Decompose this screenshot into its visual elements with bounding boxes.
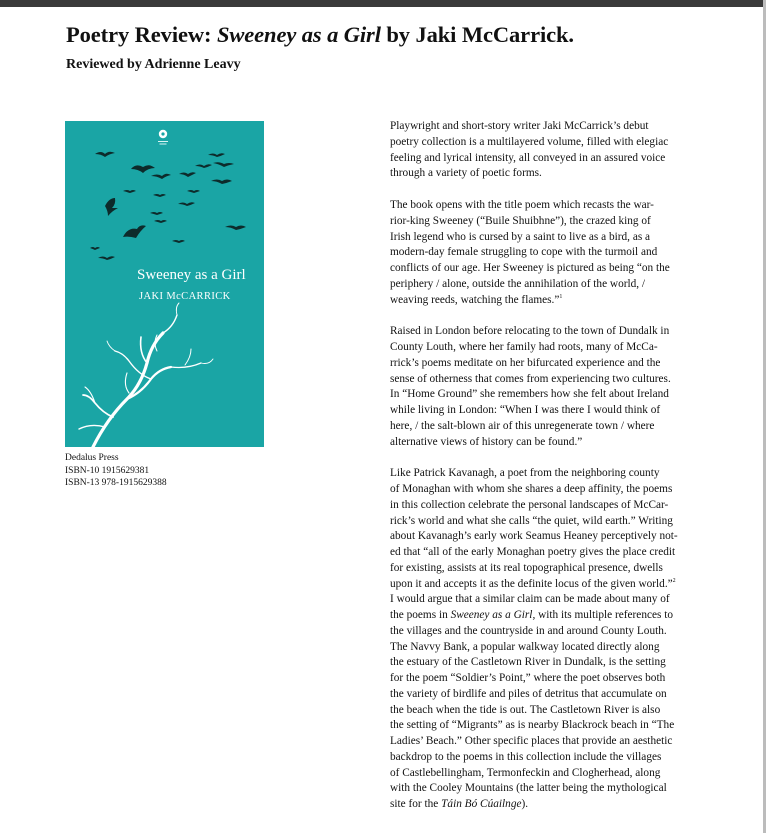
text-line: for the poem “Soldier’s Point,” where the poet observes both: [390, 672, 666, 684]
text-line: while living in London: “When I was there I would think of: [390, 404, 661, 416]
text-line: for existing, assists at its real topographical presence, dwells: [390, 561, 663, 574]
paragraph-3: [390, 324, 724, 450]
article-title: [66, 22, 574, 48]
paragraph-1: [390, 119, 724, 182]
paragraph-4: [390, 466, 724, 813]
cover-author: JAKI McCARRICK: [139, 291, 231, 302]
text-line: ed that “all of the early Monaghan poetry gives the place credit: [390, 546, 676, 558]
text-run: ).: [521, 798, 529, 810]
text-line: backdrop to the poems in this collection include the villages: [390, 750, 662, 763]
text-line: poetry collection is a multilayered volume, filled with elegiac: [390, 135, 669, 148]
title-prefix: Poetry Review:: [66, 22, 217, 47]
text-line: modern-day female struggling to cope with the turmoil and: [390, 246, 658, 259]
text-line: rrick’s poems meditate on her bifurcated experience and the: [390, 356, 661, 369]
text-line: [390, 293, 724, 309]
text-line: the estuary of the Castletown River in Dundalk, is the setting: [390, 656, 666, 669]
text-line: the setting of “Migrants” as is nearby Blackrock beach in “The: [390, 719, 675, 732]
publication-info: [65, 452, 167, 490]
text-line: the beach when the tide is out. The Castletown River is also: [390, 703, 661, 716]
text-line: Playwright and short-story writer Jaki McCarrick’s debut: [390, 120, 649, 132]
text-line: of Castlebellingham, Termonfeckin and Clogherhead, along: [390, 766, 661, 779]
text-line: sense of otherness that comes from experiencing two cultures.: [390, 372, 671, 385]
text-line: conflicts of our age. Her Sweeney is pictured as being “on the: [390, 262, 670, 274]
paragraph-2: [390, 198, 724, 308]
text-line: County Louth, where her family had roots, many of McCa-: [390, 341, 658, 353]
text-line: [390, 797, 724, 813]
text-line: [390, 577, 724, 593]
text-line: alternative views of history can be found.”: [390, 435, 583, 448]
text-line: about Kavanagh’s early work Seamus Heaney perceptively not-: [390, 530, 678, 543]
text-line: Raised in London before relocating to the town of Dundalk in: [390, 325, 670, 338]
text-line: here, / the salt-blown air of this unregenerate town / where: [390, 419, 655, 432]
byline: Reviewed by Adrienne Leavy: [66, 57, 241, 72]
cover-art: [65, 121, 264, 447]
text-line: I would argue that a similar claim can be made about many of: [390, 593, 670, 606]
cover-title: Sweeney as a Girl: [137, 267, 246, 283]
text-line: Ladies’ Beach.” Other specific places that provide an aesthetic: [390, 735, 673, 747]
text-line: in this collection celebrate the personal landscapes of McCar-: [390, 498, 669, 511]
text-run: the poems in: [390, 609, 451, 621]
text-line: In “Home Ground” she remembers how she felt about Ireland: [390, 388, 669, 401]
text-line: The book opens with the title poem which recasts the war-: [390, 199, 654, 211]
title-book: Sweeney as a Girl: [216, 22, 381, 47]
text-run: site for the: [390, 798, 442, 810]
text-line: of Monaghan with whom she shares a deep affinity, the poems: [390, 483, 673, 495]
book-title-italic: Sweeney as a Girl,: [450, 609, 536, 621]
publisher-logo-icon: [158, 130, 168, 145]
text-line: The Navvy Bank, a popular walkway located directly along: [390, 640, 660, 653]
text-line: Irish legend who is cursed by a saint to live as a bird, as a: [390, 230, 651, 243]
text-line: the villages and the countryside in and around County Louth.: [390, 624, 667, 637]
text-run: with its multiple references to: [535, 609, 674, 621]
text-run: upon it and accepts it as the definite locus of the given world.”: [390, 577, 673, 590]
top-border: [0, 0, 766, 7]
birds-icon: [90, 152, 246, 260]
text-line: [390, 608, 724, 624]
title-suffix: by Jaki McCarrick.: [380, 22, 574, 47]
text-run: weaving reeds, watching the flames.”: [390, 293, 560, 306]
white-tree-icon: [79, 303, 213, 447]
text-line: feeling and lyrical intensity, all conveyed in an assured voice: [390, 151, 666, 164]
footnote-ref: 2: [672, 577, 676, 584]
text-line: Like Patrick Kavanagh, a poet from the neighboring county: [390, 467, 660, 480]
publisher: Dedalus Press: [65, 453, 119, 463]
isbn-13: ISBN-13 978-1915629388: [65, 478, 167, 488]
review-body: [390, 119, 724, 829]
isbn-10: ISBN-10 1915629381: [65, 465, 150, 476]
text-line: the variety of birdlife and piles of detritus that accumulate on: [390, 687, 667, 700]
text-line: through a variety of poetic forms.: [390, 167, 542, 180]
text-line: rior-king Sweeney (“Buile Shuibhne”), the crazed king of: [390, 214, 651, 227]
footnote-ref: 1: [559, 293, 563, 300]
text-line: periphery / alone, outside the annihilation of the world, /: [390, 277, 646, 290]
epic-title-italic: Táin Bó Cúailnge: [441, 798, 522, 810]
text-line: with the Cooley Mountains (the latter being the mythological: [390, 782, 667, 795]
book-cover: [65, 121, 264, 447]
text-line: rick’s world and what she calls “the quiet, wild earth.” Writing: [390, 514, 673, 527]
